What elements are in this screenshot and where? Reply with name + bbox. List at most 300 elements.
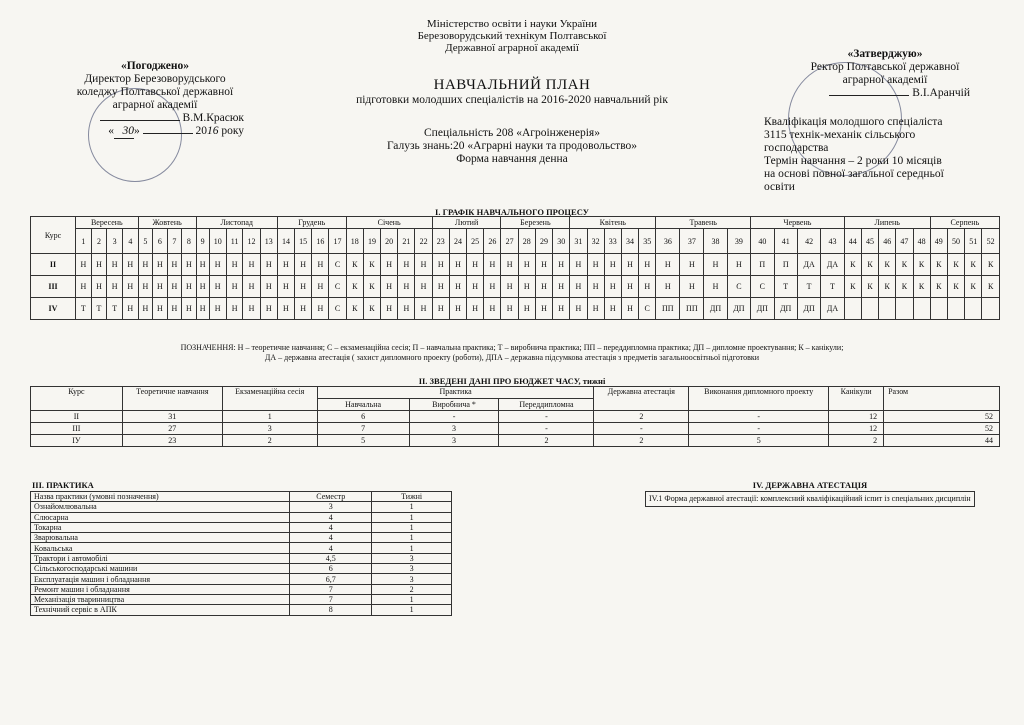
schedule-cell	[982, 298, 1000, 320]
schedule-cell: ДА	[821, 298, 844, 320]
month-header: Серпень	[930, 217, 999, 229]
schedule-cell: ДП	[751, 298, 774, 320]
practice-cell-name: Токарна	[31, 522, 290, 532]
week-number: 46	[879, 229, 896, 254]
practice-cell-weeks: 1	[372, 522, 452, 532]
practice-header-name: Назва практики (умовні позначення)	[31, 492, 290, 502]
practice-table	[30, 491, 452, 616]
practice-row	[31, 502, 452, 512]
practice-cell-name: Технічний сервіс в АПК	[31, 605, 290, 615]
page-subtitle: підготовки молодших спеціалістів на 2016-2020 навчальний рік	[356, 94, 668, 106]
budget-cell-att: 2	[594, 435, 689, 447]
schedule-cell	[947, 298, 964, 320]
practice-cell-semester: 4	[290, 512, 372, 522]
schedule-cell	[896, 298, 913, 320]
ministry: Міністерство освіти і науки України	[426, 18, 598, 30]
budget-header-attestation: Державна атестація	[594, 387, 689, 411]
budget-cell-att: -	[594, 423, 689, 435]
schedule-cell: Н	[415, 298, 432, 320]
schedule-cell: Н	[76, 276, 92, 298]
week-number: 8	[182, 229, 197, 254]
schedule-cell	[913, 298, 930, 320]
week-number: 23	[432, 229, 449, 254]
budget-cell-hol: 12	[829, 411, 884, 423]
week-number: 49	[930, 229, 947, 254]
schedule-cell: Н	[226, 276, 243, 298]
schedule-cell: Н	[277, 276, 294, 298]
approval-left-line1: Директор Березоворудського	[84, 73, 226, 85]
schedule-cell: С	[329, 298, 346, 320]
qualification-line3: господарства	[764, 142, 829, 154]
schedule-cell: Н	[209, 276, 226, 298]
week-number: 47	[896, 229, 913, 254]
budget-header-practice-edu: Навчальна	[317, 399, 409, 411]
week-number: 32	[587, 229, 604, 254]
schedule-cell: Н	[587, 298, 604, 320]
week-number: 37	[680, 229, 704, 254]
schedule-cell: Н	[467, 298, 484, 320]
practice-row	[31, 594, 452, 604]
schedule-cell: Н	[449, 276, 466, 298]
approval-left	[40, 60, 270, 139]
schedule-cell: Н	[295, 254, 312, 276]
week-number: 35	[639, 229, 656, 254]
schedule-cell: Н	[535, 276, 552, 298]
week-number: 17	[329, 229, 346, 254]
week-number: 39	[727, 229, 750, 254]
week-number: 38	[704, 229, 727, 254]
week-number: 14	[277, 229, 294, 254]
schedule-cell: ДА	[797, 254, 820, 276]
week-number: 31	[570, 229, 587, 254]
schedule-row	[31, 298, 1000, 320]
schedule-cell: К	[947, 254, 964, 276]
schedule-cell: К	[982, 254, 1000, 276]
budget-cell-course: ІІ	[31, 411, 123, 423]
schedule-cell: К	[346, 298, 363, 320]
budget-cell-dip: -	[689, 423, 829, 435]
schedule-cell: Н	[604, 298, 621, 320]
schedule-cell: Н	[680, 254, 704, 276]
week-number: 28	[518, 229, 535, 254]
week-number: 19	[363, 229, 380, 254]
schedule-cell: Н	[260, 276, 277, 298]
schedule-cell: Н	[570, 276, 587, 298]
budget-cell-total: 52	[884, 423, 1000, 435]
practice-cell-name: Механізація тваринництва	[31, 594, 290, 604]
schedule-cell: Н	[449, 254, 466, 276]
schedule-cell: С	[329, 254, 346, 276]
week-number: 16	[312, 229, 329, 254]
budget-cell-dip: -	[689, 411, 829, 423]
schedule-cell: К	[363, 254, 380, 276]
practice-cell-weeks: 3	[372, 553, 452, 563]
week-number: 21	[398, 229, 415, 254]
term-line3: освіти	[764, 181, 795, 193]
schedule-cell: К	[861, 254, 878, 276]
schedule-cell: Н	[501, 298, 518, 320]
schedule-cell: Н	[107, 254, 123, 276]
legend-line1: ПОЗНАЧЕННЯ: Н – теоретичне навчання; С – екзаменаційна сесія; П – навчальна практика; Т – виробнича практика; ПП – переддипломна практика; ДП – дипломне проектування; К – канікули;	[180, 343, 844, 352]
schedule-cell: Т	[797, 276, 820, 298]
schedule-cell: Н	[182, 254, 197, 276]
schedule-cell: Н	[226, 254, 243, 276]
schedule-cell: К	[913, 276, 930, 298]
schedule-cell: Н	[587, 254, 604, 276]
schedule-cell	[965, 298, 982, 320]
practice-cell-weeks: 2	[372, 584, 452, 594]
week-number: 48	[913, 229, 930, 254]
approval-left-name: В.М.Красюк	[182, 112, 244, 124]
budget-cell-theory: 31	[122, 411, 222, 423]
schedule-cell: К	[346, 276, 363, 298]
schedule-cell: Н	[226, 298, 243, 320]
budget-cell-exam: 3	[222, 423, 317, 435]
budget-cell-pre: 2	[499, 435, 594, 447]
schedule-cell: Н	[381, 298, 398, 320]
month-header: Червень	[751, 217, 845, 229]
schedule-cell: Н	[432, 276, 449, 298]
schedule-cell: Н	[704, 254, 727, 276]
term-line1: Термін навчання – 2 роки 10 місяців	[764, 155, 942, 167]
qualification-block	[764, 116, 1004, 194]
schedule-cell: К	[930, 254, 947, 276]
practice-cell-name: Експлуатація машин і обладнання	[31, 574, 290, 584]
schedule-cell: К	[965, 276, 982, 298]
week-number: 50	[947, 229, 964, 254]
budget-row	[31, 411, 1000, 423]
practice-row	[31, 584, 452, 594]
budget-cell-edu: 5	[317, 435, 409, 447]
week-number: 6	[153, 229, 167, 254]
schedule-cell: К	[982, 276, 1000, 298]
week-number: 11	[226, 229, 243, 254]
schedule-cell: Н	[243, 298, 260, 320]
schedule-cell: С	[329, 276, 346, 298]
budget-table	[30, 386, 1000, 447]
schedule-cell: Н	[398, 298, 415, 320]
schedule-cell: Н	[277, 298, 294, 320]
schedule-cell: Н	[656, 276, 680, 298]
schedule-cell: К	[861, 276, 878, 298]
practice-cell-weeks: 1	[372, 543, 452, 553]
practice-row	[31, 533, 452, 543]
practice-cell-semester: 4,5	[290, 553, 372, 563]
budget-cell-hol: 2	[829, 435, 884, 447]
week-number: 30	[553, 229, 570, 254]
schedule-cell: Н	[621, 254, 638, 276]
specialty: Спеціальність 208 «Агроінженерія»	[424, 127, 600, 139]
practice-cell-semester: 7	[290, 594, 372, 604]
budget-row	[31, 435, 1000, 447]
schedule-cell: Т	[774, 276, 797, 298]
legend-line2: ДА – державна атестація ( захист дипломного проекту (роботи), ДПА – державна підсумкова атестація з предметів загальноосвітньої підготовки	[264, 353, 760, 362]
schedule-cell: Н	[432, 298, 449, 320]
schedule-cell: Н	[467, 254, 484, 276]
practice-cell-semester: 4	[290, 543, 372, 553]
practice-cell-weeks: 1	[372, 512, 452, 522]
budget-cell-prod: 3	[409, 423, 499, 435]
budget-cell-exam: 2	[222, 435, 317, 447]
practice-cell-weeks: 3	[372, 574, 452, 584]
budget-cell-total: 52	[884, 411, 1000, 423]
schedule-cell: ДП	[704, 298, 727, 320]
budget-cell-hol: 12	[829, 423, 884, 435]
week-number: 1	[76, 229, 92, 254]
budget-header-diploma: Виконання дипломного проекту	[689, 387, 829, 411]
schedule-cell: Н	[295, 298, 312, 320]
schedule-cell: ДП	[774, 298, 797, 320]
schedule-cell	[930, 298, 947, 320]
budget-header-practice-prod: Виробнича *	[409, 399, 499, 411]
practice-cell-semester: 6,7	[290, 574, 372, 584]
month-header: Вересень	[76, 217, 139, 229]
practice-cell-weeks: 1	[372, 594, 452, 604]
schedule-cell: Н	[182, 298, 197, 320]
schedule-row-course: IV	[31, 298, 76, 320]
schedule-cell: Н	[196, 254, 209, 276]
schedule-cell: Т	[821, 276, 844, 298]
month-header: Січень	[346, 217, 432, 229]
practice-cell-weeks: 1	[372, 502, 452, 512]
week-number: 2	[91, 229, 107, 254]
practice-cell-semester: 6	[290, 564, 372, 574]
budget-cell-course: ІУ	[31, 435, 123, 447]
schedule-cell: Н	[501, 276, 518, 298]
practice-cell-name: Зварювальна	[31, 533, 290, 543]
budget-header-practice: Практика	[317, 387, 594, 399]
week-number: 9	[196, 229, 209, 254]
practice-cell-weeks: 3	[372, 564, 452, 574]
schedule-cell: С	[639, 298, 656, 320]
page-title: НАВЧАЛЬНИЙ ПЛАН	[433, 77, 591, 93]
week-number: 20	[381, 229, 398, 254]
schedule-cell: К	[363, 298, 380, 320]
schedule-cell: Н	[501, 254, 518, 276]
schedule-cell: Н	[260, 298, 277, 320]
schedule-cell: К	[896, 254, 913, 276]
practice-row	[31, 574, 452, 584]
schedule-cell: Н	[621, 298, 638, 320]
schedule-cell: Н	[639, 254, 656, 276]
practice-cell-semester: 8	[290, 605, 372, 615]
schedule-cell: Н	[167, 254, 181, 276]
week-number: 41	[774, 229, 797, 254]
budget-header-holidays: Канікули	[829, 387, 884, 411]
schedule-cell	[861, 298, 878, 320]
approval-left-date: « 30» 2016 року	[108, 125, 244, 137]
month-header: Квітень	[570, 217, 656, 229]
practice-cell-name: Ковальська	[31, 543, 290, 553]
schedule-cell: Н	[553, 298, 570, 320]
schedule-cell: Н	[153, 276, 167, 298]
schedule-title: І. ГРАФІК НАВЧАЛЬНОГО ПРОЦЕСУ	[435, 207, 589, 217]
schedule-cell: Н	[122, 254, 138, 276]
study-form: Форма навчання денна	[456, 153, 568, 165]
schedule-row	[31, 276, 1000, 298]
week-number: 29	[535, 229, 552, 254]
schedule-cell: Н	[727, 254, 750, 276]
schedule-cell: Н	[680, 276, 704, 298]
schedule-cell: К	[844, 254, 861, 276]
budget-cell-att: 2	[594, 411, 689, 423]
schedule-cell: Н	[415, 276, 432, 298]
schedule-cell: Н	[535, 254, 552, 276]
budget-header-exam: Екзаменаційна сесія	[222, 387, 317, 411]
schedule-cell: Н	[277, 254, 294, 276]
field-of-knowledge: Галузь знань:20 «Аграрні науки та продовольство»	[386, 140, 638, 152]
college: Березоворудський технікум Полтавської	[417, 30, 607, 42]
schedule-cell: К	[844, 276, 861, 298]
approval-right-line2: аграрної академії	[842, 74, 928, 86]
schedule-cell: Н	[91, 276, 107, 298]
schedule-cell: П	[774, 254, 797, 276]
week-number: 45	[861, 229, 878, 254]
budget-header-practice-pre: Переддипломна	[499, 399, 594, 411]
budget-cell-edu: 6	[317, 411, 409, 423]
attestation-box	[645, 491, 975, 507]
month-header: Липень	[844, 217, 930, 229]
schedule-cell: Н	[196, 276, 209, 298]
qualification-line2: 3115 технік-механік сільського	[764, 129, 916, 141]
budget-cell-theory: 27	[122, 423, 222, 435]
schedule-cell: Н	[209, 254, 226, 276]
budget-cell-prod: -	[409, 411, 499, 423]
practice-cell-weeks: 1	[372, 605, 452, 615]
schedule-cell: Н	[604, 254, 621, 276]
week-number: 5	[138, 229, 152, 254]
schedule-cell: Н	[398, 276, 415, 298]
schedule-cell: ПП	[680, 298, 704, 320]
schedule-cell: Н	[182, 276, 197, 298]
schedule-table	[30, 216, 1000, 320]
week-number: 40	[751, 229, 774, 254]
schedule-legend	[20, 343, 1004, 363]
schedule-cell: К	[346, 254, 363, 276]
schedule-cell	[879, 298, 896, 320]
schedule-cell: К	[965, 254, 982, 276]
schedule-cell: Н	[122, 298, 138, 320]
schedule-cell: Н	[639, 276, 656, 298]
schedule-cell: Н	[167, 276, 181, 298]
practice-row	[31, 543, 452, 553]
schedule-cell: Т	[76, 298, 92, 320]
schedule-cell: Н	[518, 276, 535, 298]
schedule-cell: Н	[167, 298, 181, 320]
schedule-cell: Н	[138, 254, 152, 276]
approval-right-name: В.І.Аранчій	[912, 87, 970, 99]
week-number: 4	[122, 229, 138, 254]
budget-cell-dip: 5	[689, 435, 829, 447]
week-number: 10	[209, 229, 226, 254]
practice-cell-weeks: 1	[372, 533, 452, 543]
schedule-cell: Н	[153, 298, 167, 320]
schedule-cell: Н	[243, 254, 260, 276]
term-line2: на основі повної загальної середньої	[764, 168, 944, 180]
practice-row	[31, 605, 452, 615]
budget-header-theory: Теоретичне навчання	[122, 387, 222, 411]
schedule-cell: Н	[415, 254, 432, 276]
schedule-cell: Н	[570, 254, 587, 276]
budget-title: ІІ. ЗВЕДЕНІ ДАНІ ПРО БЮДЖЕТ ЧАСУ, тижні	[418, 376, 606, 386]
week-number: 15	[295, 229, 312, 254]
schedule-course-header: Курс	[31, 217, 76, 254]
week-number: 33	[604, 229, 621, 254]
week-number: 18	[346, 229, 363, 254]
practice-header-semester: Семестр	[290, 492, 372, 502]
week-number: 22	[415, 229, 432, 254]
budget-row	[31, 423, 1000, 435]
practice-row	[31, 553, 452, 563]
schedule-cell: Н	[381, 276, 398, 298]
schedule-row	[31, 254, 1000, 276]
schedule-cell: Н	[704, 276, 727, 298]
schedule-cell: Н	[467, 276, 484, 298]
practice-cell-semester: 7	[290, 584, 372, 594]
schedule-cell: Н	[553, 276, 570, 298]
schedule-cell: Н	[138, 298, 152, 320]
schedule-cell: К	[896, 276, 913, 298]
schedule-cell: Н	[76, 254, 92, 276]
month-header: Травень	[656, 217, 751, 229]
schedule-cell: К	[363, 276, 380, 298]
schedule-cell: Н	[381, 254, 398, 276]
budget-cell-pre: -	[499, 423, 594, 435]
practice-row	[31, 564, 452, 574]
practice-cell-name: Слюсарна	[31, 512, 290, 522]
budget-cell-pre: -	[499, 411, 594, 423]
schedule-cell: Н	[656, 254, 680, 276]
budget-cell-edu: 7	[317, 423, 409, 435]
week-number: 24	[449, 229, 466, 254]
schedule-cell: Т	[91, 298, 107, 320]
specialty-block	[312, 127, 712, 166]
academy: Державної аграрної академії	[445, 42, 579, 54]
schedule-cell: Н	[295, 276, 312, 298]
schedule-cell: Н	[449, 298, 466, 320]
month-header: Грудень	[277, 217, 346, 229]
schedule-cell: П	[751, 254, 774, 276]
schedule-cell: К	[913, 254, 930, 276]
attestation-title: IV. ДЕРЖАВНА АТЕСТАЦІЯ	[752, 480, 868, 490]
schedule-cell: ДП	[727, 298, 750, 320]
approval-right-line1: Ректор Полтавської державної	[810, 61, 960, 73]
week-number: 52	[982, 229, 1000, 254]
week-number: 44	[844, 229, 861, 254]
month-header: Березень	[501, 217, 570, 229]
schedule-cell	[844, 298, 861, 320]
week-number: 13	[260, 229, 277, 254]
practice-cell-name: Сільськогосподарські машини	[31, 564, 290, 574]
week-number: 12	[243, 229, 260, 254]
approval-left-line2: коледжу Полтавської державної	[76, 86, 234, 98]
schedule-cell: ДА	[821, 254, 844, 276]
week-number: 3	[107, 229, 123, 254]
schedule-cell: Н	[312, 298, 329, 320]
approval-left-line3: аграрної академії	[112, 99, 198, 111]
budget-header-total: Разом	[884, 387, 1000, 411]
header-block	[312, 18, 712, 54]
week-number: 27	[501, 229, 518, 254]
schedule-cell: Н	[91, 254, 107, 276]
schedule-cell: Н	[621, 276, 638, 298]
practice-row	[31, 522, 452, 532]
schedule-cell: Н	[604, 276, 621, 298]
practice-row	[31, 512, 452, 522]
schedule-cell: Н	[535, 298, 552, 320]
qualification-line1: Кваліфікація молодшого спеціаліста	[764, 116, 943, 128]
week-number: 34	[621, 229, 638, 254]
